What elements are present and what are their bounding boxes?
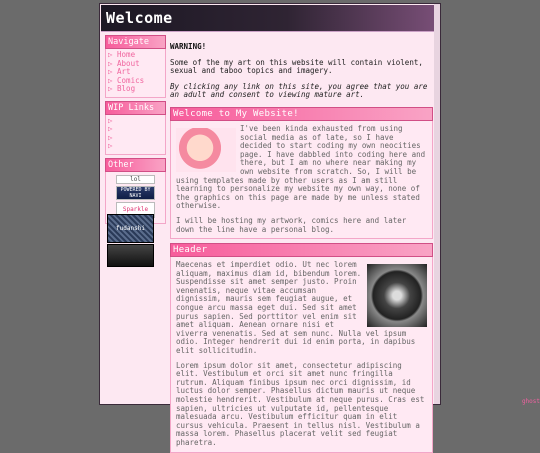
wip-link-1[interactable]: ▷ <box>108 115 113 125</box>
wip-link-2[interactable]: ▷ <box>108 124 113 133</box>
abstract-photo-image <box>367 264 427 327</box>
warning-label: WARNING! <box>170 42 207 51</box>
sparkle-badge[interactable]: Sparkle <box>116 202 155 218</box>
nav-art-link[interactable]: ▷ Art <box>108 67 131 76</box>
header-panel <box>170 257 433 452</box>
wip-link-3[interactable]: ▷ <box>108 132 113 142</box>
page-title: Welcome <box>106 9 173 27</box>
corner-tag: ghost <box>521 398 540 405</box>
navigate-list <box>105 49 166 98</box>
nav-about-link[interactable]: ▷ About <box>108 58 140 68</box>
header-text-2: Lorem ipsum dolor sit amet, consectetur adipiscing elit. Vestibulum et orci sit amet nunc fringilla rutrum. Aliquam finibus ipsum nec orci dignissim, id luctus dolor semper. Phasellus dictum mauris ut neque molestie hendrerit. Vestibulum at neque purus. Cras est sapien, ultricies ut vulputate id, pellentesque malesuada arcu. Vestibulum efficitur quam in elit cursus vehicula. Praesent in tellus nisl. Vestibulum a massa lorem. Phasellus placerat velit sed feugiat pharetra. <box>176 360 425 447</box>
welcome-text: I've been kinda exhausted from using social media as of late, so I have decided to start coding my own neocities page. I have dabbled into coding here and there, but I am no where near making my own website from scratch. So, I will be using templates made by other users as I am still learning to personalize my website my own way, none of the graphics on this page are made by me unless stated otherwise. <box>176 123 426 211</box>
warning-text: Some of the my art on this website will contain violent, sexual and taboo topics and imagery. <box>170 57 423 76</box>
wip-list <box>105 115 166 155</box>
scrollbar[interactable] <box>434 4 440 404</box>
nav-home-link[interactable]: ▷ Home <box>108 50 136 59</box>
sidebar <box>105 35 166 224</box>
page-container <box>99 3 441 447</box>
main-content <box>170 43 433 453</box>
navigate-heading: Navigate <box>105 35 166 49</box>
anime-girl-image <box>176 128 236 172</box>
nav-blog-link[interactable]: ▷ Blog <box>108 84 136 93</box>
header-text-1: Maecenas et imperdiet odio. Ut nec lorem aliquam, maximus diam id, bibendum lorem. Suspendisse sit amet semper justo. Proin venenatis, neque vitae accumsan dignissim, mauris sem feugiat augue, et congue arcu massa eget dui. Sed sit amet purus sapien. Sed porttitor vel enim sit amet aliquam. Aenean ornare nisi et viverra venenatis. Sed at sem nunc. Nulla vel ipsum odio. Integer hendrerit dui id enim porta, in dapibus elit sollicitudin. <box>176 260 416 356</box>
welcome-heading: Welcome to My Website! <box>170 107 433 121</box>
wip-link-4[interactable]: ▷ <box>108 141 113 150</box>
navi-badge[interactable]: POWERED BY NAVI <box>116 186 155 200</box>
title-bar <box>101 5 439 32</box>
warning-block <box>170 43 433 100</box>
welcome-panel <box>170 121 433 239</box>
nav-comics-link[interactable]: ▷ Comics <box>108 75 145 85</box>
wip-heading: WIP Links <box>105 101 166 115</box>
header-heading: Header <box>170 243 433 257</box>
welcome-text-2: I will be hosting my artwork, comics here and later down the line have a personal blog. <box>176 215 407 234</box>
warning-consent: By clicking any link on this site, you agree that you are an adult and consent to viewing mature art. <box>170 81 428 100</box>
character-badge[interactable] <box>107 244 154 267</box>
other-heading: Other <box>105 158 166 172</box>
lol-badge[interactable]: lol <box>116 175 155 184</box>
fudanshi-badge[interactable]: fudanshi <box>107 214 154 243</box>
